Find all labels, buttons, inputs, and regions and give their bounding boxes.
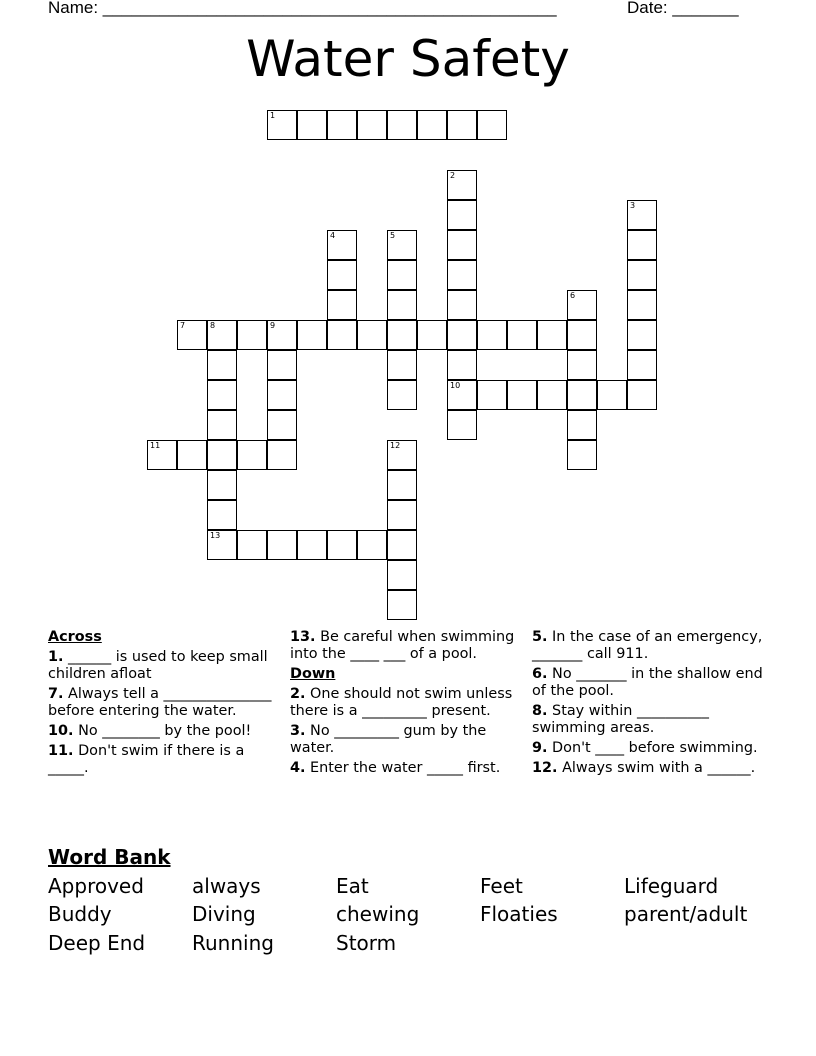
clue-text: Enter the water _____ first. (305, 760, 501, 776)
clue-number: 13. (290, 629, 316, 645)
grid-cell[interactable] (267, 410, 297, 440)
clue-text: Don't swim if there is a _____. (48, 743, 245, 776)
grid-cell[interactable] (207, 320, 237, 350)
word-bank-item: Diving (192, 902, 256, 926)
clue-number: 1. (48, 649, 64, 665)
grid-cell[interactable] (597, 380, 627, 410)
word-bank-item: Eat (336, 874, 369, 898)
grid-cell[interactable] (297, 320, 327, 350)
cell-number: 3 (630, 201, 636, 210)
grid-cell[interactable] (357, 110, 387, 140)
grid-cell[interactable] (237, 320, 267, 350)
grid-cell[interactable] (387, 560, 417, 590)
grid-cell[interactable] (567, 440, 597, 470)
grid-cell[interactable] (327, 260, 357, 290)
clue-column-2 (290, 629, 522, 780)
clue-text: In the case of an emergency, _______ call 911. (532, 629, 763, 662)
clue-text: No _________ gum by the water. (290, 723, 487, 756)
grid-cell[interactable] (387, 320, 417, 350)
cell-number: 8 (210, 321, 216, 330)
clue-number: 5. (532, 629, 548, 645)
grid-cell[interactable] (387, 440, 417, 470)
grid-cell[interactable] (447, 230, 477, 260)
clue-number: 8. (532, 703, 548, 719)
grid-cell[interactable] (447, 170, 477, 200)
grid-cell[interactable] (567, 410, 597, 440)
date-line[interactable]: Date: _______ (627, 0, 739, 17)
grid-cell[interactable] (447, 260, 477, 290)
grid-cell[interactable] (567, 290, 597, 320)
grid-cell[interactable] (627, 260, 657, 290)
clue-text: Stay within __________ swimming areas. (532, 703, 709, 736)
grid-cell[interactable] (297, 530, 327, 560)
grid-cell[interactable] (627, 200, 657, 230)
clue-text: Don't ____ before swimming. (547, 740, 758, 756)
grid-cell[interactable] (447, 200, 477, 230)
grid-cell[interactable] (357, 320, 387, 350)
clue-number: 4. (290, 760, 306, 776)
cell-number: 11 (150, 441, 161, 450)
grid-cell[interactable] (207, 470, 237, 500)
grid-cell[interactable] (447, 320, 477, 350)
cell-number: 4 (330, 231, 336, 240)
grid-cell[interactable] (507, 320, 537, 350)
clue-number: 6. (532, 666, 548, 682)
cell-number: 2 (450, 171, 456, 180)
word-bank-item: Storm (336, 931, 397, 955)
cell-number: 7 (180, 321, 186, 330)
grid-cell[interactable] (627, 290, 657, 320)
word-bank-item: Running (192, 931, 274, 955)
grid-cell[interactable] (207, 350, 237, 380)
grid-cell[interactable] (177, 320, 207, 350)
clue-number: 9. (532, 740, 548, 756)
word-bank-item: Approved (48, 874, 144, 898)
grid-cell[interactable] (267, 440, 297, 470)
grid-cell[interactable] (417, 320, 447, 350)
word-bank-item: chewing (336, 902, 420, 926)
grid-cell[interactable] (447, 380, 477, 410)
grid-cell[interactable] (627, 380, 657, 410)
name-line[interactable]: Name: ________________________________________________ (48, 0, 557, 17)
grid-cell[interactable] (447, 290, 477, 320)
grid-cell[interactable] (237, 440, 267, 470)
clue-number: 11. (48, 743, 74, 759)
grid-cell[interactable] (387, 470, 417, 500)
grid-cell[interactable] (177, 440, 207, 470)
grid-cell[interactable] (327, 290, 357, 320)
grid-cell[interactable] (447, 350, 477, 380)
word-bank-item: always (192, 874, 261, 898)
grid-cell[interactable] (327, 530, 357, 560)
word-bank-item: Lifeguard (624, 874, 719, 898)
grid-cell[interactable] (387, 260, 417, 290)
grid-cell[interactable] (327, 110, 357, 140)
grid-cell[interactable] (627, 350, 657, 380)
grid-cell[interactable] (627, 320, 657, 350)
grid-cell[interactable] (567, 350, 597, 380)
word-bank-item: Floaties (480, 902, 558, 926)
grid-cell[interactable] (627, 230, 657, 260)
grid-cell[interactable] (387, 110, 417, 140)
grid-cell[interactable] (507, 380, 537, 410)
grid-cell[interactable] (267, 530, 297, 560)
cell-number: 1 (270, 111, 276, 120)
clue-text: Always swim with a ______. (557, 760, 756, 776)
cell-number: 12 (390, 441, 401, 450)
word-bank-item: parent/adult (624, 902, 748, 926)
word-bank-item: Buddy (48, 902, 112, 926)
clue-item (532, 629, 764, 663)
down-heading: Down (290, 666, 336, 682)
cell-number: 5 (390, 231, 396, 240)
cell-number: 13 (210, 531, 221, 540)
grid-cell[interactable] (297, 110, 327, 140)
clue-text: No _______ in the shallow end of the pool. (532, 666, 763, 699)
grid-cell[interactable] (417, 110, 447, 140)
clue-text: Always tell a _______________ before entering the water. (48, 686, 272, 719)
grid-cell[interactable] (357, 530, 387, 560)
word-bank-item: Feet (480, 874, 523, 898)
grid-cell[interactable] (267, 350, 297, 380)
clue-number: 10. (48, 723, 74, 739)
cell-number: 10 (450, 381, 461, 390)
clue-number: 12. (532, 760, 558, 776)
clue-text: Be careful when swimming into the ____ ___ of a pool. (290, 629, 515, 662)
grid-cell[interactable] (477, 320, 507, 350)
grid-cell[interactable] (207, 530, 237, 560)
grid-cell[interactable] (327, 320, 357, 350)
clue-text: One should not swim unless there is a _________ present. (290, 686, 513, 719)
grid-cell[interactable] (567, 320, 597, 350)
grid-cell[interactable] (537, 320, 567, 350)
clue-item (290, 760, 522, 777)
clue-number: 3. (290, 723, 306, 739)
clue-item (290, 723, 522, 757)
clue-item (48, 686, 280, 720)
clue-text: No ________ by the pool! (73, 723, 252, 739)
across-heading: Across (48, 629, 102, 645)
grid-cell[interactable] (267, 320, 297, 350)
grid-cell[interactable] (387, 230, 417, 260)
clue-column-3 (532, 629, 764, 780)
grid-cell[interactable] (477, 380, 507, 410)
clue-text: ______ is used to keep small children afloat (48, 649, 268, 682)
cell-number: 9 (270, 321, 276, 330)
clue-item (48, 649, 280, 683)
grid-cell[interactable] (447, 410, 477, 440)
grid-cell[interactable] (387, 590, 417, 620)
grid-cell[interactable] (477, 110, 507, 140)
grid-cell[interactable] (207, 380, 237, 410)
word-bank-title: Word Bank (48, 845, 171, 869)
clue-item (532, 760, 764, 777)
grid-cell[interactable] (327, 230, 357, 260)
page-title: Water Safety (246, 30, 570, 88)
clue-item (532, 666, 764, 700)
grid-cell[interactable] (207, 410, 237, 440)
grid-cell[interactable] (267, 380, 297, 410)
clue-number: 7. (48, 686, 64, 702)
grid-cell[interactable] (387, 290, 417, 320)
grid-cell[interactable] (387, 350, 417, 380)
grid-cell[interactable] (267, 110, 297, 140)
word-bank-item: Deep End (48, 931, 146, 955)
clue-item (48, 743, 280, 777)
grid-cell[interactable] (537, 380, 567, 410)
clue-item (290, 629, 522, 663)
grid-cell[interactable] (387, 380, 417, 410)
grid-cell[interactable] (147, 440, 177, 470)
clue-item (48, 723, 280, 740)
grid-cell[interactable] (207, 440, 237, 470)
cell-number: 6 (570, 291, 576, 300)
clue-item (290, 686, 522, 720)
clue-item (532, 703, 764, 737)
clue-number: 2. (290, 686, 306, 702)
grid-cell[interactable] (447, 110, 477, 140)
grid-cell[interactable] (387, 500, 417, 530)
grid-cell[interactable] (237, 530, 267, 560)
grid-cell[interactable] (207, 500, 237, 530)
clue-item (532, 740, 764, 757)
grid-cell[interactable] (567, 380, 597, 410)
clue-column-1 (48, 629, 280, 780)
grid-cell[interactable] (387, 530, 417, 560)
